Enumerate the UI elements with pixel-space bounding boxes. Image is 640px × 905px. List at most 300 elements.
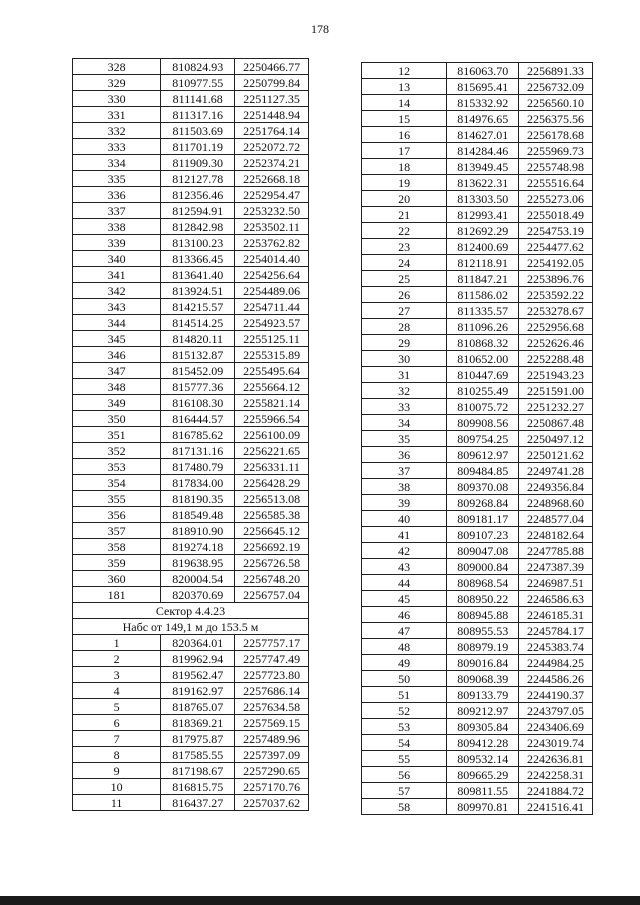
y-coordinate: 2255969.73: [519, 143, 593, 159]
point-number: 22: [362, 223, 447, 239]
x-coordinate: 811701.19: [161, 139, 235, 155]
point-number: 4: [73, 683, 161, 699]
x-coordinate: 820004.54: [161, 571, 235, 587]
y-coordinate: 2255315.89: [235, 347, 309, 363]
x-coordinate: 809532.14: [447, 751, 519, 767]
x-coordinate: 818910.90: [161, 523, 235, 539]
table-row: [73, 635, 309, 651]
point-number: 35: [362, 431, 447, 447]
x-coordinate: 812127.78: [161, 171, 235, 187]
point-number: 37: [362, 463, 447, 479]
y-coordinate: 2254711.44: [235, 299, 309, 315]
point-number: 14: [362, 95, 447, 111]
x-coordinate: 812356.46: [161, 187, 235, 203]
point-number: 43: [362, 559, 447, 575]
x-coordinate: 809068.39: [447, 671, 519, 687]
point-number: 360: [73, 571, 161, 587]
table-row: [73, 187, 309, 203]
point-number: 1: [73, 635, 161, 651]
x-coordinate: 811909.30: [161, 155, 235, 171]
point-number: 5: [73, 699, 161, 715]
x-coordinate: 809133.79: [447, 687, 519, 703]
point-number: 23: [362, 239, 447, 255]
y-coordinate: 2256221.65: [235, 443, 309, 459]
y-coordinate: 2256560.10: [519, 95, 593, 111]
x-coordinate: 809412.28: [447, 735, 519, 751]
point-number: 357: [73, 523, 161, 539]
x-coordinate: 812692.29: [447, 223, 519, 239]
x-coordinate: 811141.68: [161, 91, 235, 107]
x-coordinate: 816815.75: [161, 779, 235, 795]
point-number: 340: [73, 251, 161, 267]
table-row: [73, 539, 309, 555]
y-coordinate: 2246586.63: [519, 591, 593, 607]
point-number: 44: [362, 575, 447, 591]
y-coordinate: 2257723.80: [235, 667, 309, 683]
page-number: 178: [311, 22, 329, 36]
x-coordinate: 816444.57: [161, 411, 235, 427]
table-row: [362, 367, 593, 383]
y-coordinate: 2255125.11: [235, 331, 309, 347]
y-coordinate: 2256513.08: [235, 491, 309, 507]
point-number: 6: [73, 715, 161, 731]
x-coordinate: 817834.00: [161, 475, 235, 491]
point-number: 329: [73, 75, 161, 91]
table-row: [362, 703, 593, 719]
y-coordinate: 2248577.04: [519, 511, 593, 527]
point-number: 331: [73, 107, 161, 123]
table-row: [73, 763, 309, 779]
table-row: [73, 171, 309, 187]
table-row: [362, 671, 593, 687]
point-number: 54: [362, 735, 447, 751]
point-number: 36: [362, 447, 447, 463]
table-row: [362, 559, 593, 575]
point-number: 349: [73, 395, 161, 411]
y-coordinate: 2248182.64: [519, 527, 593, 543]
table-row: [73, 299, 309, 315]
point-number: 39: [362, 495, 447, 511]
x-coordinate: 812993.41: [447, 207, 519, 223]
point-number: 8: [73, 747, 161, 763]
table-row: [362, 399, 593, 415]
point-number: 12: [362, 63, 447, 79]
x-coordinate: 819962.94: [161, 651, 235, 667]
x-coordinate: 808945.88: [447, 607, 519, 623]
x-coordinate: 817480.79: [161, 459, 235, 475]
table-row: [362, 287, 593, 303]
point-number: 17: [362, 143, 447, 159]
y-coordinate: 2254014.40: [235, 251, 309, 267]
point-number: 346: [73, 347, 161, 363]
table-row: [362, 655, 593, 671]
point-number: 335: [73, 171, 161, 187]
point-number: 38: [362, 479, 447, 495]
y-coordinate: 2256748.20: [235, 571, 309, 587]
x-coordinate: 819162.97: [161, 683, 235, 699]
y-coordinate: 2251764.14: [235, 123, 309, 139]
table-row: [73, 139, 309, 155]
table-row: [73, 683, 309, 699]
x-coordinate: 817585.55: [161, 747, 235, 763]
point-number: 332: [73, 123, 161, 139]
x-coordinate: 810652.00: [447, 351, 519, 367]
x-coordinate: 813949.45: [447, 159, 519, 175]
y-coordinate: 2251591.00: [519, 383, 593, 399]
x-coordinate: 811317.16: [161, 107, 235, 123]
point-number: 350: [73, 411, 161, 427]
x-coordinate: 814976.65: [447, 111, 519, 127]
y-coordinate: 2253502.11: [235, 219, 309, 235]
table-row: [362, 543, 593, 559]
x-coordinate: 813303.50: [447, 191, 519, 207]
table-row: [362, 335, 593, 351]
y-coordinate: 2250121.62: [519, 447, 593, 463]
y-coordinate: 2254753.19: [519, 223, 593, 239]
x-coordinate: 810447.69: [447, 367, 519, 383]
x-coordinate: 810868.32: [447, 335, 519, 351]
table-row: [362, 351, 593, 367]
table-row: [73, 123, 309, 139]
point-number: 344: [73, 315, 161, 331]
table-row: [73, 731, 309, 747]
x-coordinate: 813641.40: [161, 267, 235, 283]
x-coordinate: 818190.35: [161, 491, 235, 507]
point-number: 41: [362, 527, 447, 543]
point-number: 49: [362, 655, 447, 671]
table-row: [362, 463, 593, 479]
table-row: [73, 587, 309, 603]
y-coordinate: 2243406.69: [519, 719, 593, 735]
table-row: [73, 59, 309, 75]
x-coordinate: 809016.84: [447, 655, 519, 671]
y-coordinate: 2253896.76: [519, 271, 593, 287]
point-number: 9: [73, 763, 161, 779]
point-number: 28: [362, 319, 447, 335]
x-coordinate: 808950.22: [447, 591, 519, 607]
table-row: [73, 331, 309, 347]
x-coordinate: 815452.09: [161, 363, 235, 379]
point-number: 336: [73, 187, 161, 203]
y-coordinate: 2241884.72: [519, 783, 593, 799]
table-row: [73, 363, 309, 379]
point-number: 330: [73, 91, 161, 107]
table-row: [362, 511, 593, 527]
table-row: [73, 219, 309, 235]
y-coordinate: 2257634.58: [235, 699, 309, 715]
y-coordinate: 2257397.09: [235, 747, 309, 763]
x-coordinate: 820370.69: [161, 587, 235, 603]
table-row: [362, 143, 593, 159]
point-number: 52: [362, 703, 447, 719]
table-row: [362, 95, 593, 111]
table-row: [73, 203, 309, 219]
x-coordinate: 811847.21: [447, 271, 519, 287]
y-coordinate: 2257569.15: [235, 715, 309, 731]
table-row: [73, 747, 309, 763]
y-coordinate: 2254477.62: [519, 239, 593, 255]
x-coordinate: 810075.72: [447, 399, 519, 415]
x-coordinate: 810977.55: [161, 75, 235, 91]
point-number: 354: [73, 475, 161, 491]
x-coordinate: 808955.53: [447, 623, 519, 639]
y-coordinate: 2247785.88: [519, 543, 593, 559]
table-row: [73, 491, 309, 507]
y-coordinate: 2246185.31: [519, 607, 593, 623]
y-coordinate: 2246987.51: [519, 575, 593, 591]
x-coordinate: 818369.21: [161, 715, 235, 731]
point-number: 358: [73, 539, 161, 555]
y-coordinate: 2257747.49: [235, 651, 309, 667]
x-coordinate: 809047.08: [447, 543, 519, 559]
table-row: [73, 523, 309, 539]
y-coordinate: 2245784.17: [519, 623, 593, 639]
point-number: 352: [73, 443, 161, 459]
table-row: [362, 175, 593, 191]
x-coordinate: 809970.81: [447, 799, 519, 815]
y-coordinate: 2255018.49: [519, 207, 593, 223]
x-coordinate: 814627.01: [447, 127, 519, 143]
table-row: [362, 415, 593, 431]
point-number: 25: [362, 271, 447, 287]
x-coordinate: 810824.93: [161, 59, 235, 75]
y-coordinate: 2257686.14: [235, 683, 309, 699]
y-coordinate: 2251448.94: [235, 107, 309, 123]
table-row: [73, 571, 309, 587]
x-coordinate: 809754.25: [447, 431, 519, 447]
table-row: [73, 395, 309, 411]
table-row: [73, 155, 309, 171]
y-coordinate: 2255495.64: [235, 363, 309, 379]
y-coordinate: 2241516.41: [519, 799, 593, 815]
x-coordinate: 813924.51: [161, 283, 235, 299]
x-coordinate: 817198.67: [161, 763, 235, 779]
y-coordinate: 2248968.60: [519, 495, 593, 511]
y-coordinate: 2254923.57: [235, 315, 309, 331]
point-number: 50: [362, 671, 447, 687]
table-row: [73, 315, 309, 331]
y-coordinate: 2256428.29: [235, 475, 309, 491]
point-number: 42: [362, 543, 447, 559]
point-number: 13: [362, 79, 447, 95]
x-coordinate: 818549.48: [161, 507, 235, 523]
x-coordinate: 809908.56: [447, 415, 519, 431]
table-row: [362, 575, 593, 591]
point-number: 46: [362, 607, 447, 623]
table-row: [362, 639, 593, 655]
x-coordinate: 816063.70: [447, 63, 519, 79]
table-row: [362, 591, 593, 607]
table-row: [73, 795, 309, 811]
y-coordinate: 2243797.05: [519, 703, 593, 719]
table-row: [362, 799, 593, 815]
point-number: 342: [73, 283, 161, 299]
point-number: 30: [362, 351, 447, 367]
right-coordinates-table: [361, 62, 593, 815]
point-number: 24: [362, 255, 447, 271]
point-number: 48: [362, 639, 447, 655]
point-number: 20: [362, 191, 447, 207]
table-row: [73, 507, 309, 523]
sector-header: [73, 603, 309, 635]
table-row: [362, 207, 593, 223]
x-coordinate: 813366.45: [161, 251, 235, 267]
point-number: 10: [73, 779, 161, 795]
y-coordinate: 2256178.68: [519, 127, 593, 143]
y-coordinate: 2253762.82: [235, 235, 309, 251]
table-row: [362, 191, 593, 207]
y-coordinate: 2247387.39: [519, 559, 593, 575]
y-coordinate: 2256645.12: [235, 523, 309, 539]
x-coordinate: 815132.87: [161, 347, 235, 363]
y-coordinate: 2255966.54: [235, 411, 309, 427]
table-row: [362, 495, 593, 511]
point-number: 53: [362, 719, 447, 735]
x-coordinate: 811503.69: [161, 123, 235, 139]
x-coordinate: 815332.92: [447, 95, 519, 111]
point-number: 351: [73, 427, 161, 443]
table-row: [362, 63, 593, 79]
table-row: [362, 607, 593, 623]
y-coordinate: 2250466.77: [235, 59, 309, 75]
table-row: [73, 459, 309, 475]
y-coordinate: 2243019.74: [519, 735, 593, 751]
point-number: 11: [73, 795, 161, 811]
table-row: [73, 443, 309, 459]
point-number: 347: [73, 363, 161, 379]
table-row: [73, 427, 309, 443]
table-row: [73, 75, 309, 91]
table-row: [73, 411, 309, 427]
table-row: [73, 235, 309, 251]
point-number: 338: [73, 219, 161, 235]
point-number: 356: [73, 507, 161, 523]
table-row: [362, 527, 593, 543]
point-number: 359: [73, 555, 161, 571]
x-coordinate: 815695.41: [447, 79, 519, 95]
table-row: [73, 715, 309, 731]
sector-subtitle-row: [73, 619, 309, 635]
y-coordinate: 2253232.50: [235, 203, 309, 219]
point-number: 16: [362, 127, 447, 143]
y-coordinate: 2255821.14: [235, 395, 309, 411]
x-coordinate: 812842.98: [161, 219, 235, 235]
left-coordinates-table: [72, 58, 309, 811]
y-coordinate: 2250867.48: [519, 415, 593, 431]
table-row: [362, 687, 593, 703]
point-number: 2: [73, 651, 161, 667]
x-coordinate: 814820.11: [161, 331, 235, 347]
table-row: [362, 159, 593, 175]
point-number: 7: [73, 731, 161, 747]
table-row: [73, 379, 309, 395]
x-coordinate: 816785.62: [161, 427, 235, 443]
table-row: [73, 91, 309, 107]
point-number: 345: [73, 331, 161, 347]
x-coordinate: 812400.69: [447, 239, 519, 255]
y-coordinate: 2249356.84: [519, 479, 593, 495]
y-coordinate: 2252954.47: [235, 187, 309, 203]
y-coordinate: 2245383.74: [519, 639, 593, 655]
table-row: [362, 303, 593, 319]
point-number: 29: [362, 335, 447, 351]
table-row: [73, 475, 309, 491]
y-coordinate: 2257757.17: [235, 635, 309, 651]
y-coordinate: 2254256.64: [235, 267, 309, 283]
y-coordinate: 2251127.35: [235, 91, 309, 107]
x-coordinate: 808979.19: [447, 639, 519, 655]
point-number: 19: [362, 175, 447, 191]
x-coordinate: 809370.08: [447, 479, 519, 495]
x-coordinate: 811096.26: [447, 319, 519, 335]
point-number: 27: [362, 303, 447, 319]
y-coordinate: 2252288.48: [519, 351, 593, 367]
point-number: 26: [362, 287, 447, 303]
x-coordinate: 813622.31: [447, 175, 519, 191]
y-coordinate: 2255273.06: [519, 191, 593, 207]
y-coordinate: 2254192.05: [519, 255, 593, 271]
point-number: 328: [73, 59, 161, 75]
y-coordinate: 2242636.81: [519, 751, 593, 767]
x-coordinate: 808968.54: [447, 575, 519, 591]
y-coordinate: 2256692.19: [235, 539, 309, 555]
x-coordinate: 809811.55: [447, 783, 519, 799]
y-coordinate: 2249741.28: [519, 463, 593, 479]
table-row: [362, 239, 593, 255]
table-row: [73, 779, 309, 795]
y-coordinate: 2256726.58: [235, 555, 309, 571]
point-number: 34: [362, 415, 447, 431]
table-row: [362, 751, 593, 767]
point-number: 3: [73, 667, 161, 683]
table-row: [362, 623, 593, 639]
point-number: 15: [362, 111, 447, 127]
x-coordinate: 812118.91: [447, 255, 519, 271]
x-coordinate: 813100.23: [161, 235, 235, 251]
y-coordinate: 2256732.09: [519, 79, 593, 95]
point-number: 348: [73, 379, 161, 395]
y-coordinate: 2252072.72: [235, 139, 309, 155]
table-row: [73, 347, 309, 363]
x-coordinate: 814514.25: [161, 315, 235, 331]
y-coordinate: 2254489.06: [235, 283, 309, 299]
y-coordinate: 2255748.98: [519, 159, 593, 175]
x-coordinate: 815777.36: [161, 379, 235, 395]
y-coordinate: 2256375.56: [519, 111, 593, 127]
table-row: [362, 447, 593, 463]
point-number: 21: [362, 207, 447, 223]
y-coordinate: 2256100.09: [235, 427, 309, 443]
y-coordinate: 2244984.25: [519, 655, 593, 671]
y-coordinate: 2256585.38: [235, 507, 309, 523]
y-coordinate: 2256891.33: [519, 63, 593, 79]
y-coordinate: 2252626.46: [519, 335, 593, 351]
table-row: [362, 319, 593, 335]
x-coordinate: 814215.57: [161, 299, 235, 315]
y-coordinate: 2255664.12: [235, 379, 309, 395]
point-number: 57: [362, 783, 447, 799]
y-coordinate: 2251943.23: [519, 367, 593, 383]
x-coordinate: 812594.91: [161, 203, 235, 219]
point-number: 56: [362, 767, 447, 783]
x-coordinate: 816437.27: [161, 795, 235, 811]
table-row: [362, 767, 593, 783]
point-number: 51: [362, 687, 447, 703]
point-number: 334: [73, 155, 161, 171]
y-coordinate: 2242258.31: [519, 767, 593, 783]
x-coordinate: 809212.97: [447, 703, 519, 719]
point-number: 32: [362, 383, 447, 399]
